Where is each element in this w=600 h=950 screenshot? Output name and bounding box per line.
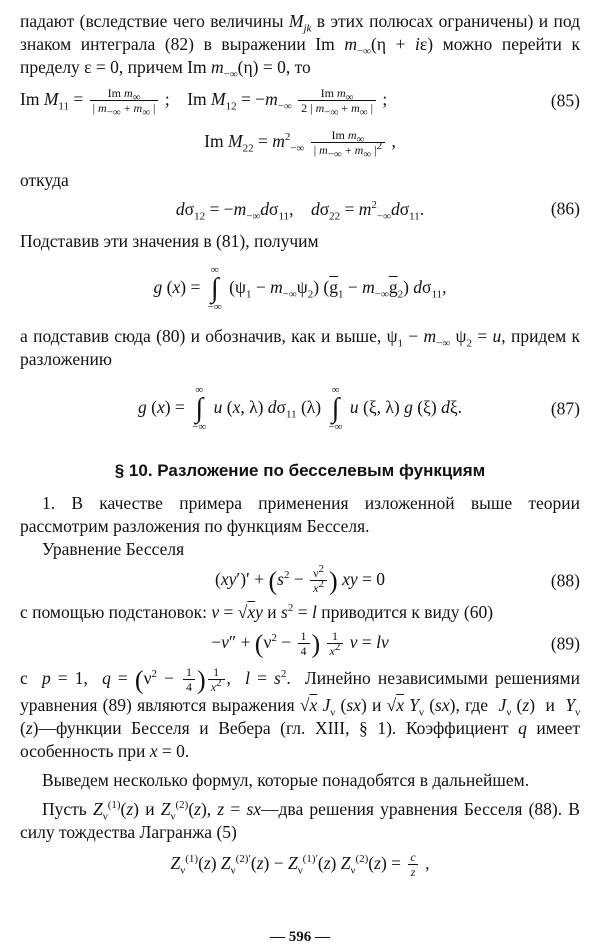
equation-g-x: g (x) = ∞ ∫ −∞ $(\psi_1 - m_{-\infty}\psi_2) (\overline{g}_1 - m_{-\infty}\overline{g}_2)$ $d\sigma_{11}$, — [153, 264, 447, 313]
paragraph-vyvedem: Выведем несколько формул, которые понадобятся в дальнейшем. — [42, 770, 530, 790]
equation-86: $d\sigma_{12} = -m_{-\infty}d\sigma_{11}$, $d\sigma_{22} = m^2_{-\infty}d\sigma_{11}$. (86) — [175, 198, 580, 222]
paragraph-subst: с помощью подстановок: v = √xy и $s^2 = l$ приводится к виду (60) — [20, 602, 494, 622]
equation-number-88: (88) — [550, 570, 580, 591]
equation-number-86: (86) — [550, 198, 580, 219]
paragraph-a: а подставив сюда (80) и обозначив, как и выше, $\psi_1 - m_{-\infty}$ $\psi_2 = u$, придем к разложению — [20, 326, 580, 369]
equation-lagrange: $Z_\nu^{(1)}(z) Z_\nu^{(2)'}(z) - Z_\nu^{(1)'}(z) Z_\nu^{(2)}(z)$ = $\frac{c}{z}$ , — [170, 850, 430, 879]
section-heading: § 10. Разложение по бесселевым функциям — [114, 461, 486, 480]
text-otkuda: откуда — [20, 170, 69, 190]
paragraph-p: с p = 1, $q = (\nu^2$ − $\frac{1}{4}$ ) $\frac{1}{x^2}$ , $l = s^2$. Линейно независимыми решениями уравнения (89) являются выражения √x $J_\nu$ (sx) и √x $Y_\nu$ (sx), где $J_\nu$ (z) и $Y_\nu$ (z)—функции Бесселя и Вебера (гл. XIII, § 1). Коэффициент q имеет особенность при x = 0. — [20, 665, 581, 761]
equation-number-85: (85) — [550, 90, 580, 111]
paragraph-top: падают (вследствие чего величины $M_{jk}$ в этих полюсах ограничены) и под знаком интеграла (82) в выражении Im $m_{-\infty}(\eta + i\varepsilon)$ можно перейти к пределу ε = 0, причем Im $m_{-\infty}(\eta) = 0$, то — [20, 11, 580, 81]
equation-85-line1: Im $M_{11}$ = $\frac{Im m_\infty}{| m_{-\infty} + m_\infty |}$ ; Im $M_{12} = -m_{-\infty}$ $\frac{Im m_\infty}{2 | m_{-\infty} + m_\infty |}$ ; (85) — [20, 86, 580, 119]
paragraph-pust: Пусть $Z_\nu^{(1)}(z)$ и $Z_\nu^{(2)}(z)$, z = sx—два решения уравнения Бесселя (88). В силу тождества Лагранжа (5) — [20, 799, 580, 842]
paragraph-1: 1. В качестве примера применения изложенной выше теории рассмотрим разложения по функциям Бесселя. — [20, 493, 580, 536]
equation-number-89: (89) — [550, 633, 580, 654]
page-number: — 596 — — [270, 929, 330, 945]
equation-87: g (x) = ∞ ∫ −∞ u (x, λ) $d\sigma_{11}$ (λ) ∞ ∫ −∞ u (ξ, λ) g (ξ) dξ. (87) — [138, 384, 580, 433]
text-bessel: Уравнение Бесселя — [42, 539, 185, 559]
text-podstaviv: Подставив эти значения в (81), получим — [20, 231, 319, 251]
equation-number-87: (87) — [550, 398, 580, 419]
equation-85-line2: Im $M_{22} = m^2_{-\infty}$ $\frac{Im m_\infty}{| m_{-\infty} + m_\infty |^2}$ , — [204, 128, 396, 161]
equation-89: $-v'' + (\nu^2$ − $\frac{1}{4}$ ) $\frac{1}{x^2}$ v = lv (89) — [211, 629, 580, 659]
equation-88: $(xy')' + (s^2$ − $\frac{\nu^2}{x^2}$ ) xy = 0 (88) — [215, 563, 580, 596]
